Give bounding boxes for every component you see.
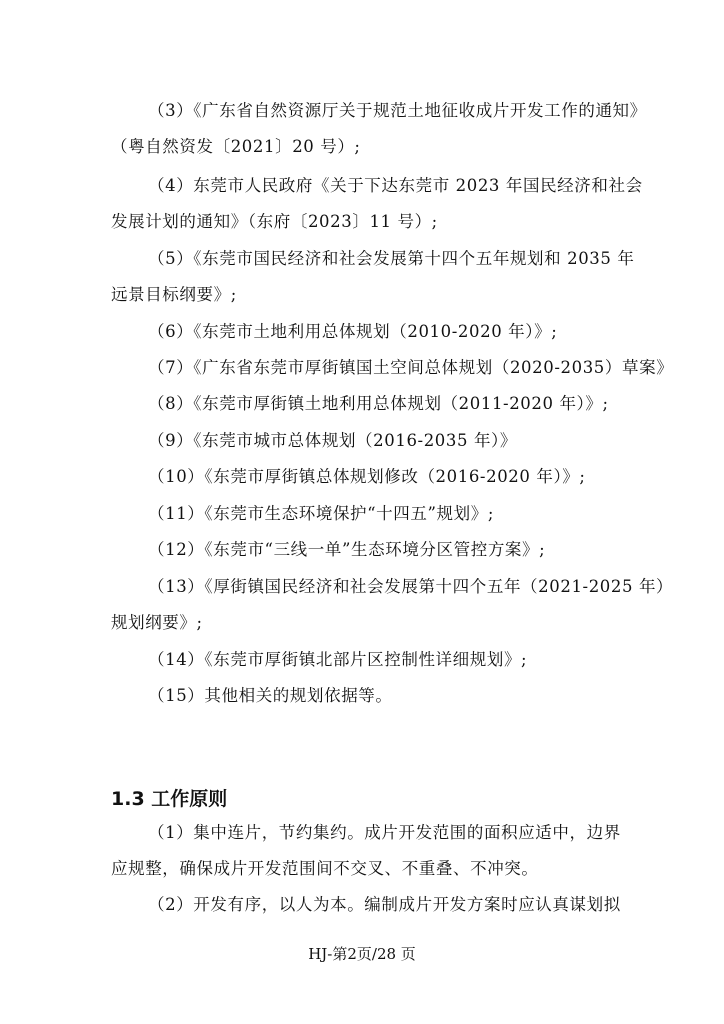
section-heading: 1.3 工作原则 [111, 788, 228, 810]
basis-item-4-line-1: （4）东莞市人民政府《关于下达东莞市 2023 年国民经济和社会 [148, 176, 643, 195]
basis-item-11: （11）《东莞市生态环境保护“十四五”规划》; [148, 504, 494, 523]
basis-item-3-line-2: （粤自然资发〔2021〕20 号）; [111, 137, 361, 156]
basis-item-12: （12）《东莞市“三线一单”生态环境分区管控方案》; [148, 540, 546, 559]
basis-item-13-line-2: 规划纲要》; [111, 613, 203, 632]
page-number-footer: HJ-第2页/28 页 [308, 945, 416, 963]
basis-item-15: （15）其他相关的规划依据等。 [148, 686, 393, 705]
basis-item-9: （9）《东莞市城市总体规划（2016-2035 年）》 [148, 431, 518, 450]
principle-2-line-1: （2）开发有序，以人为本。编制成片开发方案时应认真谋划拟 [148, 895, 621, 914]
basis-item-10: （10）《东莞市厚街镇总体规划修改（2016-2020 年）》; [148, 467, 586, 486]
basis-item-6: （6）《东莞市土地利用总体规划（2010-2020 年）》; [148, 322, 558, 341]
basis-item-13-line-1: （13）《厚街镇国民经济和社会发展第十四个五年（2021-2025 年） [148, 577, 674, 596]
basis-item-5-line-2: 远景目标纲要》; [111, 285, 237, 304]
basis-item-3-line-1: （3）《广东省自然资源厅关于规范土地征收成片开发工作的通知》 [148, 101, 647, 120]
basis-item-4-line-2: 发展计划的通知》（东府〔2023〕11 号）; [111, 212, 438, 231]
principle-1-line-2: 应规整，确保成片开发范围间不交叉、不重叠、不冲突。 [111, 859, 539, 878]
basis-item-5-line-1: （5）《东莞市国民经济和社会发展第十四个五年规划和 2035 年 [148, 249, 635, 268]
principle-1-line-1: （1）集中连片，节约集约。成片开发范围的面积应适中，边界 [148, 823, 621, 842]
basis-item-14: （14）《东莞市厚街镇北部片区控制性详细规划》; [148, 650, 528, 669]
basis-item-7: （7）《广东省东莞市厚街镇国土空间总体规划（2020-2035）草案》 [148, 358, 674, 377]
basis-item-8: （8）《东莞市厚街镇土地利用总体规划（2011-2020 年）》; [148, 394, 609, 413]
